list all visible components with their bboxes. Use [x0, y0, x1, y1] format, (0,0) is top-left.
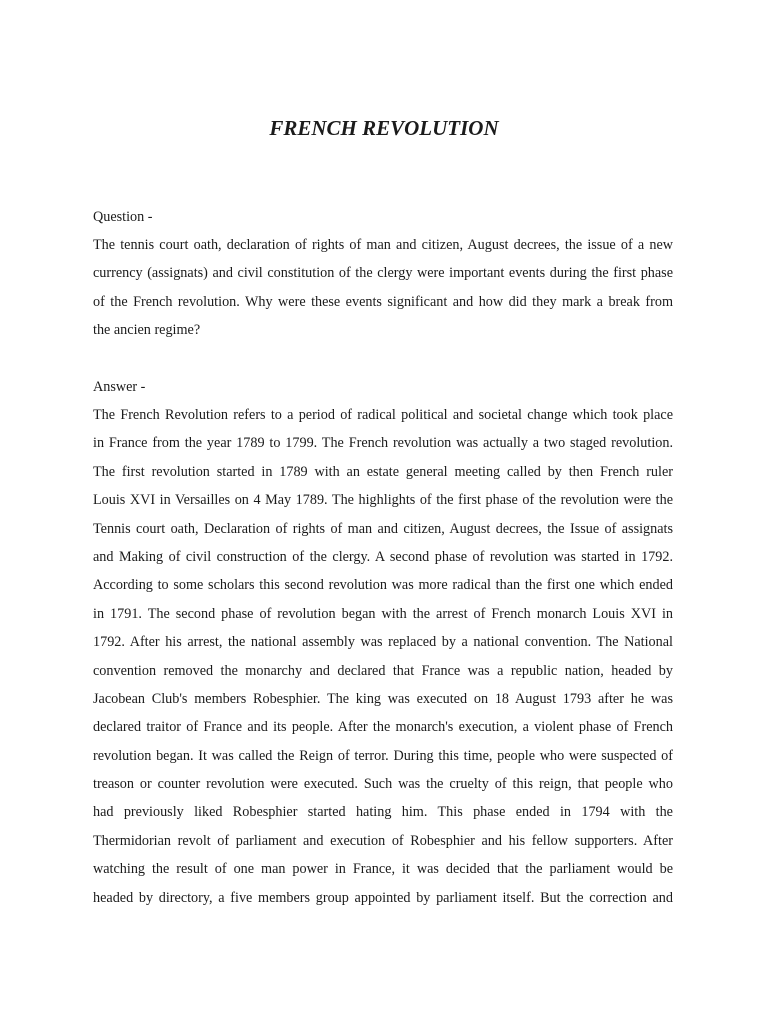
question-line: of the French revolution. Why were these events significant and how did they mark a break from	[93, 293, 673, 310]
answer-line: headed by directory, a five members group appointed by parliament itself. But the correction and	[93, 889, 673, 906]
question-line: The tennis court oath, declaration of rights of man and citizen, August decrees, the issue of a new	[93, 237, 673, 253]
question-line: the ancien regime?	[93, 322, 201, 339]
answer-line: convention removed the monarchy and declared that France was a republic nation, headed by	[93, 662, 673, 679]
answer-line: 1792. After his arrest, the national assembly was replaced by a national convention. The National	[93, 634, 673, 651]
answer-line: and Making of civil construction of the clergy. A second phase of revolution was started in 1792.	[93, 548, 673, 565]
question-label: Question -	[93, 209, 153, 225]
answer-label: Answer -	[93, 379, 146, 395]
answer-line: Jacobean Club's members Robesphier. The king was executed on 18 August 1793 after he was	[93, 690, 673, 707]
answer-line: watching the result of one man power in France, it was decided that the parliament would be	[93, 861, 673, 878]
answer-line: revolution began. It was called the Reign of terror. During this time, people who were suspected of	[93, 747, 673, 764]
question-text	[93, 235, 673, 349]
answer-line: in France from the year 1789 to 1799. The French revolution was actually a two staged revolution.	[93, 435, 673, 452]
answer-line: The first revolution started in 1789 with an estate general meeting called by then French ruler	[93, 463, 673, 480]
answer-line: in 1791. The second phase of revolution began with the arrest of French monarch Louis XVI in	[93, 605, 673, 622]
document-title: FRENCH REVOLUTION	[269, 116, 499, 140]
answer-line: Thermidorian revolt of parliament and execution of Robesphier and his fellow supporters. After	[93, 832, 673, 849]
answer-line: treason or counter revolution were executed. Such was the cruelty of this reign, that people who	[93, 776, 673, 793]
answer-line: Tennis court oath, Declaration of rights of man and citizen, August decrees, the Issue of assignats	[93, 520, 673, 537]
answer-text	[93, 405, 673, 916]
answer-line: had previously liked Robesphier started hating him. This phase ended in 1794 with the	[93, 804, 673, 821]
question-line: currency (assignats) and civil constitution of the clergy were important events during the first phase	[93, 265, 673, 282]
answer-line: The French Revolution refers to a period of radical political and societal change which took place	[93, 407, 673, 423]
answer-line: According to some scholars this second revolution was more radical than the first one which ended	[93, 577, 673, 594]
answer-line: Louis XVI in Versailles on 4 May 1789. The highlights of the first phase of the revolution were the	[93, 492, 673, 509]
answer-line: declared traitor of France and its people. After the monarch's execution, a violent phase of French	[93, 719, 673, 736]
